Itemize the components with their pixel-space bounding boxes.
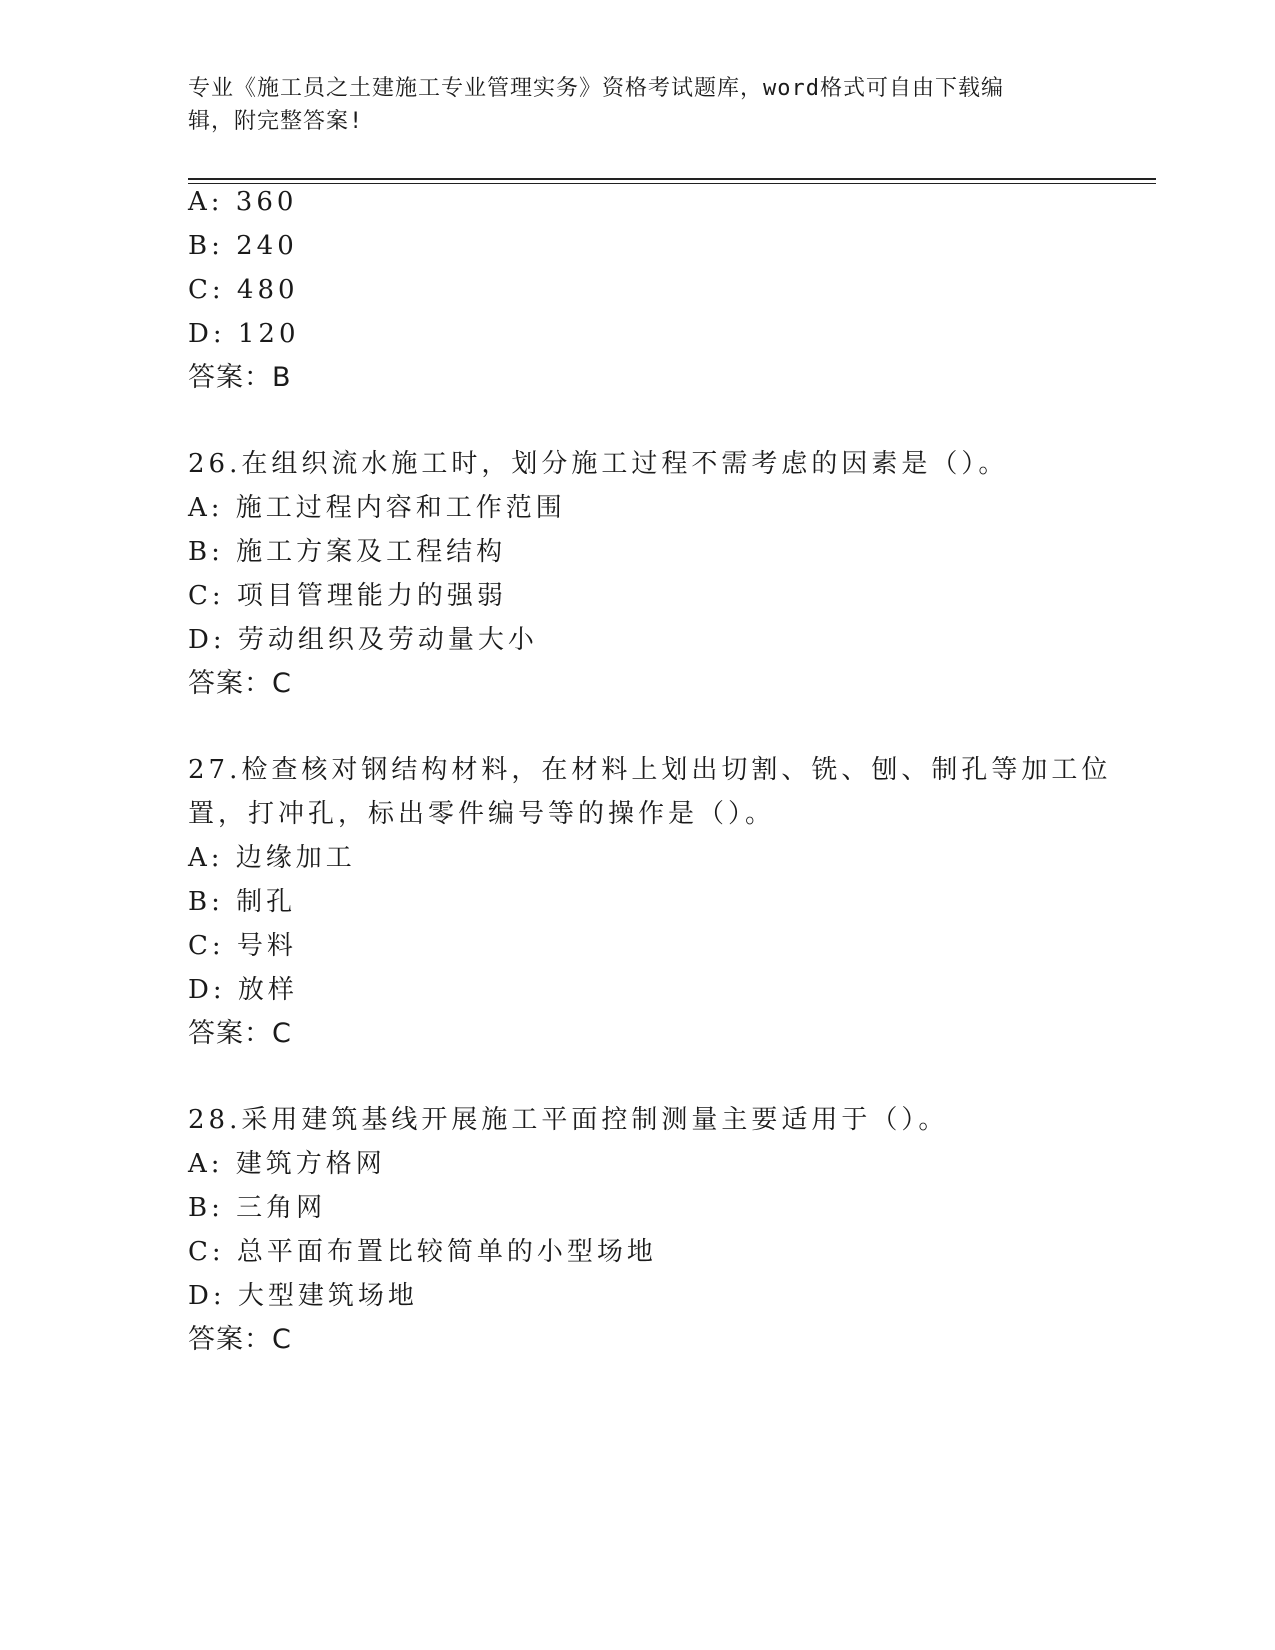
q26-answer: 答案：C [188,668,292,699]
q26-option-a: A: 施工过程内容和工作范围 [188,493,566,523]
q26-stem: 26.在组织流水施工时，划分施工过程不需考虑的因素是（）。 [188,449,1009,479]
q28-answer: 答案：C [188,1324,292,1355]
q25-option-d: D: 120 [188,319,300,349]
q28-option-d: D: 大型建筑场地 [188,1281,418,1311]
q28-option-a: A: 建筑方格网 [188,1149,386,1179]
q27-option-c: C: 号料 [188,931,297,961]
q26-option-c: C: 项目管理能力的强弱 [188,581,507,611]
document-header [188,72,1088,138]
q27-stem-line-1: 27.检查核对钢结构材料，在材料上划出切割、铣、刨、制孔等加工位 [188,755,1112,785]
q26-option-d: D: 劳动组织及劳动量大小 [188,625,538,655]
header-divider-thin [188,183,1156,184]
q27-stem-line-2: 置，打冲孔，标出零件编号等的操作是（）。 [188,799,776,829]
q25-option-c: C: 480 [188,275,299,305]
q28-option-c: C: 总平面布置比较简单的小型场地 [188,1237,657,1267]
q27-option-b: B: 制孔 [188,887,297,917]
q25-answer: 答案：B [188,362,292,393]
q26-option-b: B: 施工方案及工程结构 [188,537,507,567]
header-line-2: 辑，附完整答案! [188,109,364,134]
q27-answer: 答案：C [188,1018,292,1049]
q27-option-d: D: 放样 [188,975,298,1005]
header-divider-thick [188,178,1156,180]
header-line-1: 专业《施工员之土建施工专业管理实务》资格考试题库，word格式可自由下载编 [188,76,1004,101]
q25-option-b: B: 240 [188,231,298,261]
q25-option-a: A: 360 [188,187,298,217]
q27-option-a: A: 边缘加工 [188,843,356,873]
q28-stem: 28.采用建筑基线开展施工平面控制测量主要适用于（）。 [188,1105,949,1135]
q28-option-b: B: 三角网 [188,1193,327,1223]
